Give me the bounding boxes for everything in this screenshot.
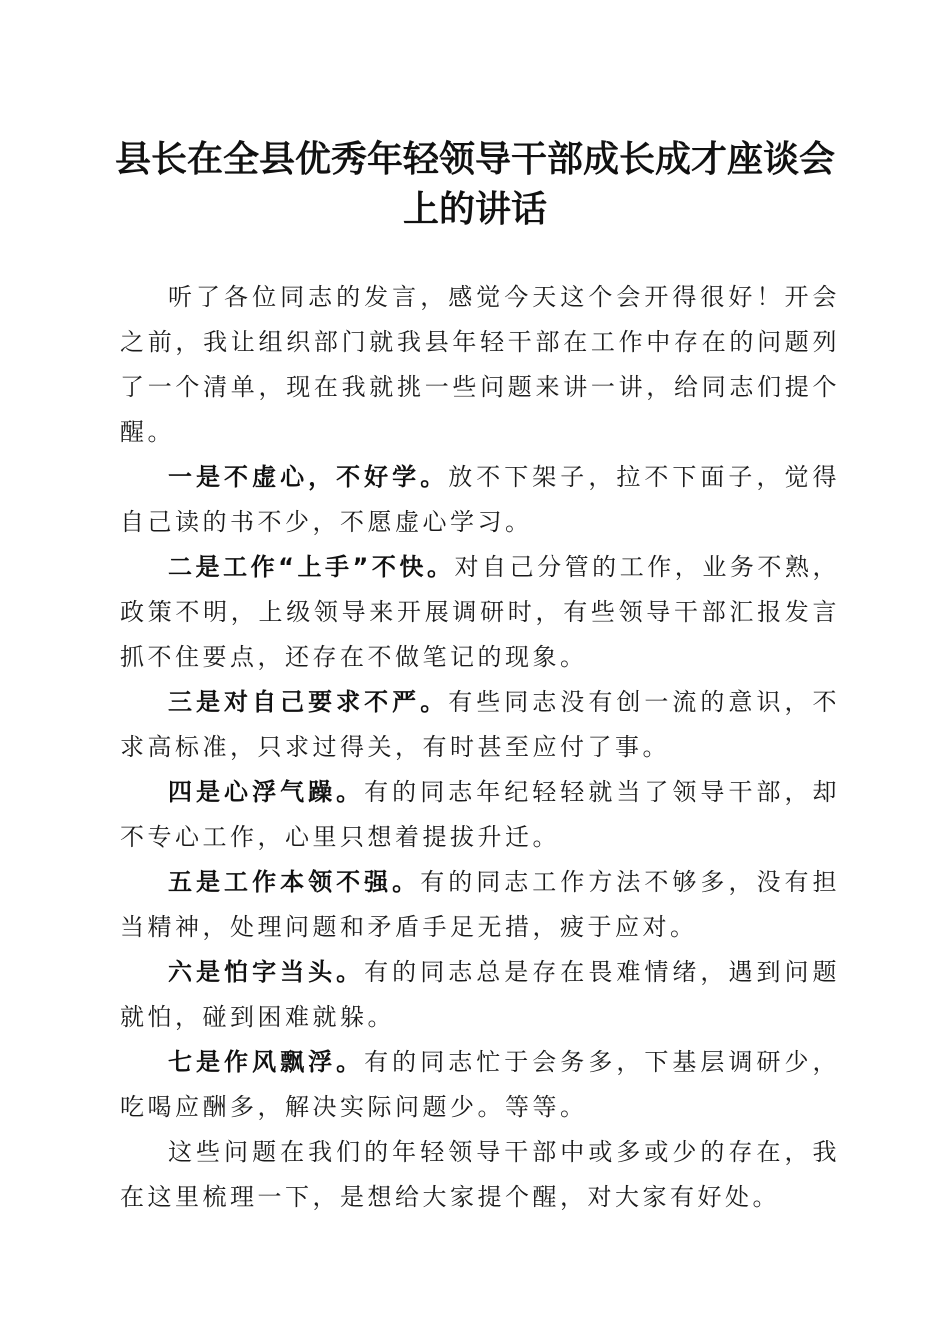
point-paragraph-7	[120, 1040, 840, 1130]
point-lead: 二是工作“上手”不快。	[168, 553, 455, 581]
point-text: 有些同志没有创一流的意识，不求高标准，只求过得关，有时甚至应付了事。	[120, 688, 841, 761]
document-title: 县长在全县优秀年轻领导干部成长成才座谈会上的讲话	[114, 138, 835, 230]
point-paragraph-6	[120, 950, 840, 1040]
point-lead: 四是心浮气躁。	[168, 778, 365, 806]
point-paragraph-5	[120, 860, 840, 950]
point-text: 有的同志年纪轻轻就当了领导干部，却不专心工作，心里只想着提拔升迁。	[120, 778, 841, 851]
point-paragraph-1	[120, 455, 840, 545]
point-text: 对自己分管的工作，业务不熟，政策不明，上级领导来开展调研时，有些领导干部汇报发言抓不住要点，还存在不做笔记的现象。	[120, 553, 840, 671]
point-lead: 五是工作本领不强。	[168, 868, 421, 896]
point-lead: 一是不虚心，不好学。	[168, 463, 449, 491]
point-lead: 六是怕字当头。	[168, 958, 365, 986]
point-paragraph-3	[120, 680, 840, 770]
point-text: 有的同志忙于会务多，下基层调研少，吃喝应酬多，解决实际问题少。等等。	[120, 1048, 841, 1121]
point-paragraph-4	[120, 770, 840, 860]
document-body	[120, 275, 840, 1220]
point-lead: 七是作风飘浮。	[168, 1048, 365, 1076]
point-paragraph-2	[120, 545, 840, 680]
closing-paragraph: 这些问题在我们的年轻领导干部中或多或少的存在，我在这里梳理一下，是想给大家提个醒，对大家有好处。	[120, 1138, 840, 1211]
intro-paragraph: 听了各位同志的发言，感觉今天这个会开得很好！开会之前，我让组织部门就我县年轻干部在工作中存在的问题列了一个清单，现在我就挑一些问题来讲一讲，给同志们提个醒。	[120, 283, 840, 446]
point-text: 有的同志工作方法不够多，没有担当精神，处理问题和矛盾手足无措，疲于应对。	[120, 868, 841, 941]
point-text: 放不下架子，拉不下面子，觉得自己读的书不少，不愿虚心学习。	[120, 463, 841, 536]
point-text: 有的同志总是存在畏难情绪，遇到问题就怕，碰到困难就躲。	[120, 958, 841, 1031]
point-lead: 三是对自己要求不严。	[168, 688, 449, 716]
